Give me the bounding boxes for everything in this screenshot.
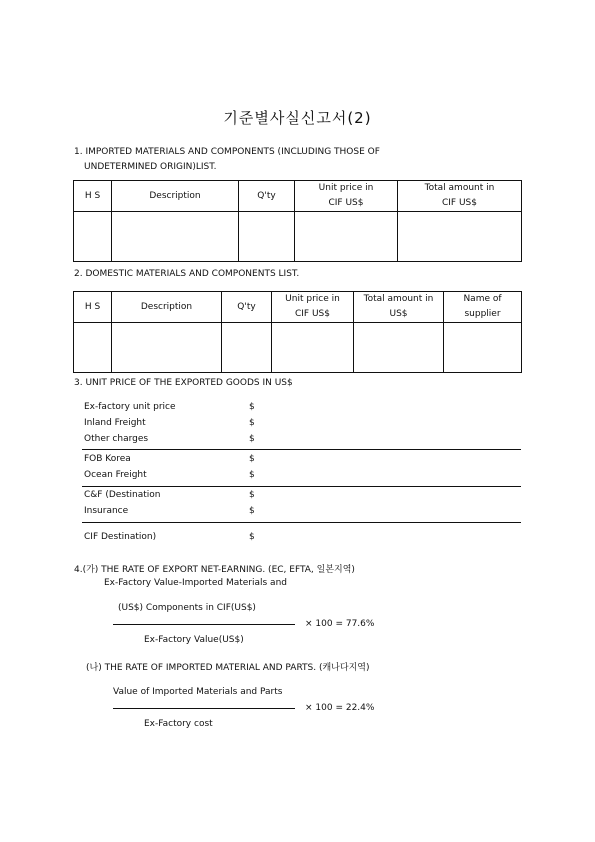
currency-symbol: $ bbox=[249, 532, 255, 542]
col-total-amount: Total amount in CIF US$ bbox=[398, 181, 522, 212]
currency-symbol: $ bbox=[249, 402, 255, 412]
divider bbox=[82, 449, 521, 450]
section3-heading: 3. UNIT PRICE OF THE EXPORTED GOODS IN US$ bbox=[74, 378, 293, 388]
price-item-label: Inland Freight bbox=[84, 418, 146, 428]
currency-symbol: $ bbox=[249, 490, 255, 500]
table-row bbox=[74, 323, 522, 373]
formula1-line1: Ex-Factory Value-Imported Materials and bbox=[104, 578, 287, 588]
formula2-result: × 100 = 22.4% bbox=[305, 703, 375, 713]
formula2-denominator: Ex-Factory cost bbox=[144, 719, 213, 729]
currency-symbol: $ bbox=[249, 418, 255, 428]
col-description: Description bbox=[112, 181, 239, 212]
col-hs: H S bbox=[74, 292, 112, 323]
section4b-heading: (나) THE RATE OF IMPORTED MATERIAL AND PARTS. (캐나다지역) bbox=[86, 663, 370, 673]
fraction-bar bbox=[113, 708, 295, 709]
formula1-result: × 100 = 77.6% bbox=[305, 619, 375, 629]
formula1-numerator: (US$) Components in CIF(US$) bbox=[118, 603, 256, 613]
col-total-amount: Total amount in US$ bbox=[354, 292, 444, 323]
currency-symbol: $ bbox=[249, 434, 255, 444]
price-item-label: Other charges bbox=[84, 434, 149, 444]
formula2-numerator: Value of Imported Materials and Parts bbox=[113, 687, 283, 697]
col-description: Description bbox=[112, 292, 222, 323]
page-title: 기준별사실신고서(2) bbox=[223, 109, 372, 127]
price-item-label: Insurance bbox=[84, 506, 129, 516]
section1-heading-line1: 1. IMPORTED MATERIALS AND COMPONENTS (INCLUDING THOSE OF bbox=[74, 147, 380, 157]
price-item-label: CIF Destination) bbox=[84, 532, 157, 542]
col-unit-price: Unit price in CIF US$ bbox=[295, 181, 398, 212]
section2-heading: 2. DOMESTIC MATERIALS AND COMPONENTS LIST. bbox=[74, 269, 300, 279]
domestic-materials-table bbox=[73, 291, 522, 373]
section1-heading-line2: UNDETERMINED ORIGIN)LIST. bbox=[84, 162, 217, 172]
divider bbox=[82, 486, 521, 487]
currency-symbol: $ bbox=[249, 470, 255, 480]
col-supplier: Name of supplier bbox=[444, 292, 522, 323]
price-item-label: C&F (Destination bbox=[84, 490, 161, 500]
section4-heading: 4.(가) THE RATE OF EXPORT NET-EARNING. (EC, EFTA, 일본지역) bbox=[74, 565, 355, 575]
col-qty: Q'ty bbox=[239, 181, 295, 212]
formula1-denominator: Ex-Factory Value(US$) bbox=[144, 635, 244, 645]
price-item-label: Ex-factory unit price bbox=[84, 402, 176, 412]
price-item-label: Ocean Freight bbox=[84, 470, 147, 480]
col-hs: H S bbox=[74, 181, 112, 212]
divider bbox=[82, 522, 521, 523]
col-qty: Q'ty bbox=[222, 292, 272, 323]
fraction-bar bbox=[113, 624, 295, 625]
price-item-label: FOB Korea bbox=[84, 454, 131, 464]
currency-symbol: $ bbox=[249, 454, 255, 464]
col-unit-price: Unit price in CIF US$ bbox=[272, 292, 354, 323]
imported-materials-table bbox=[73, 180, 522, 262]
table-row bbox=[74, 212, 522, 262]
currency-symbol: $ bbox=[249, 506, 255, 516]
